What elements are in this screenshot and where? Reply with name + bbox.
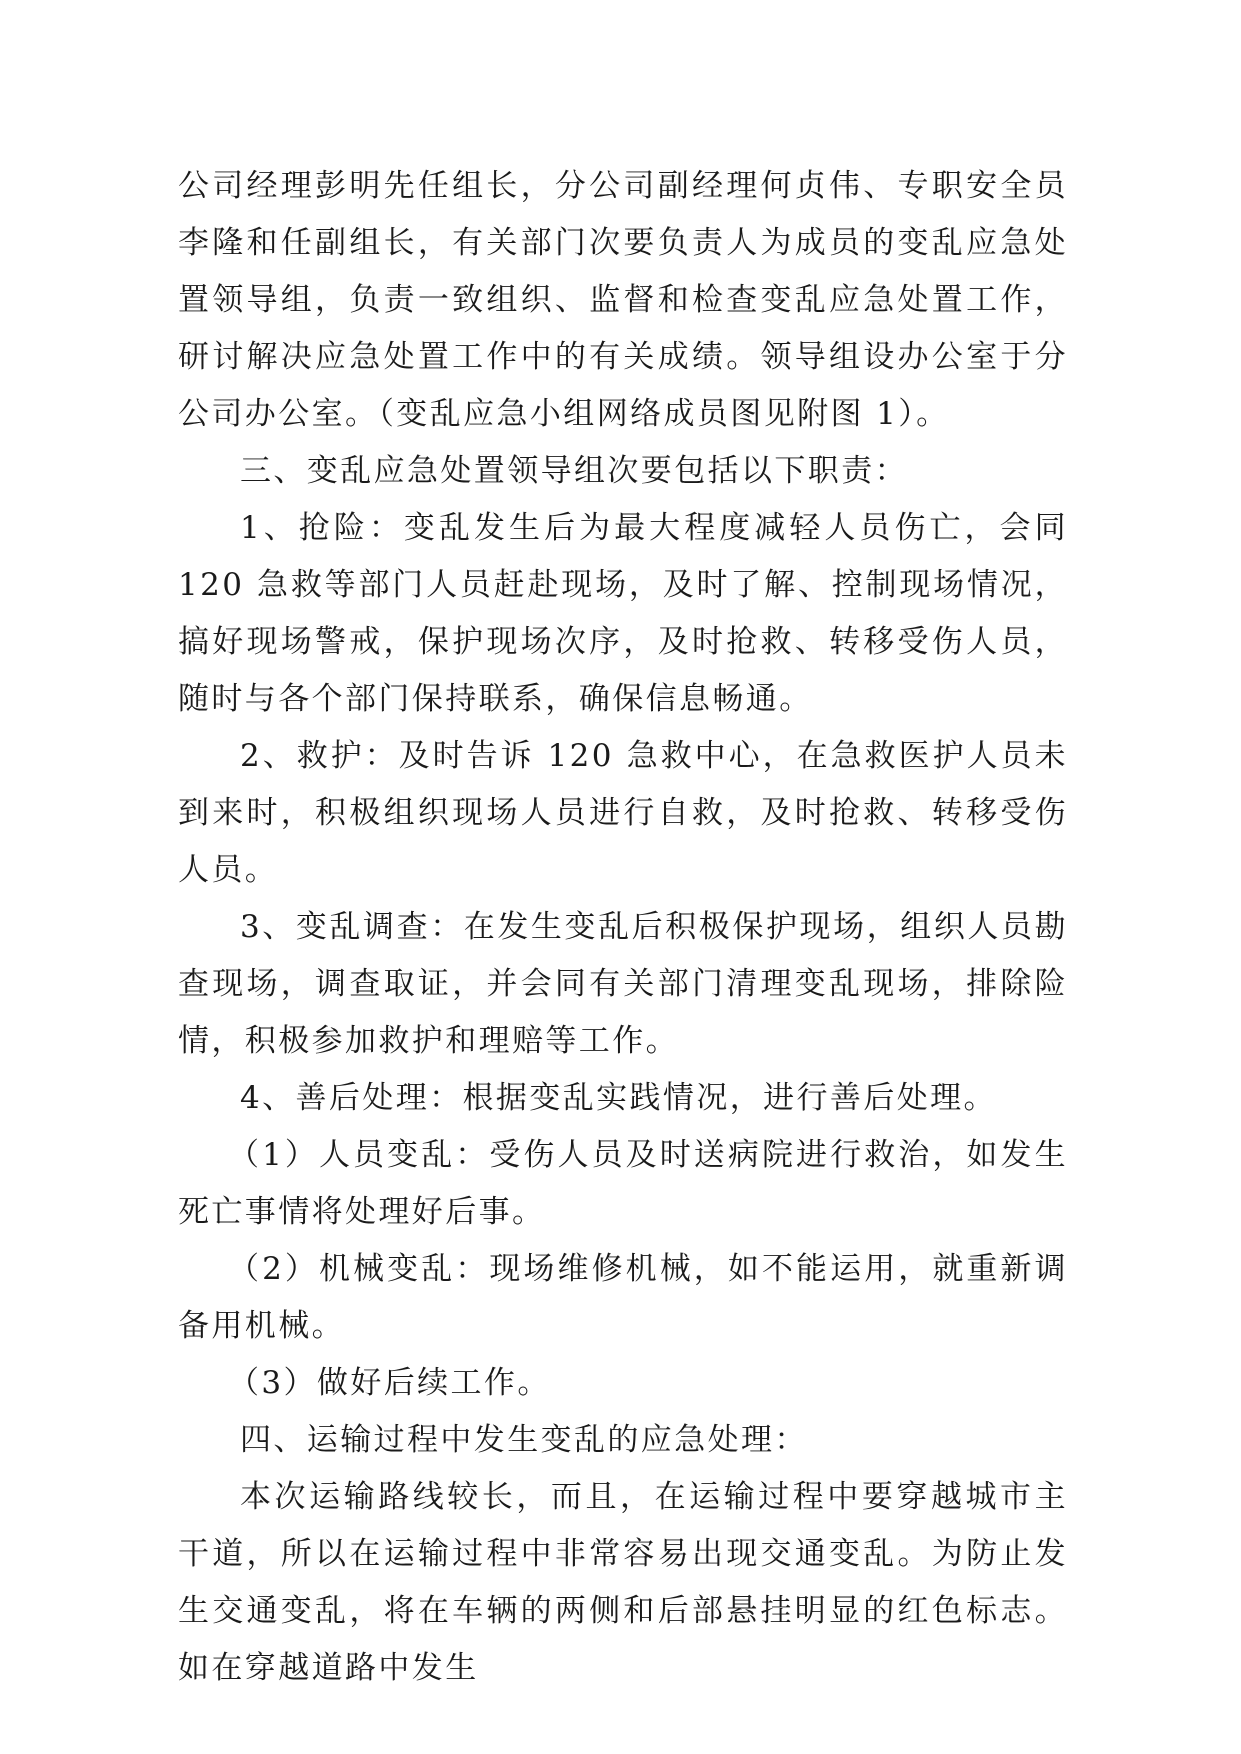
paragraph-personnel-accident: （1）人员变乱：受伤人员及时送病院进行救治，如发生死亡事情将处理好后事。 [178,1137,1068,1230]
document-page [178,158,1068,1697]
paragraph-first-aid: 2、救护：及时告诉 120 急救中心，在急救医护人员未到来时，积极组织现场人员进行自救，及时抢救、转移受伤人员。 [178,738,1068,888]
paragraph-aftermath: 4、善后处理：根据变乱实践情况，进行善后处理。 [240,1080,997,1116]
paragraph-rescue: 1、抢险：变乱发生后为最大程度减轻人员伤亡，会同 120 急救等部门人员赶赴现场，及时了解、控制现场情况，搞好现场警戒，保护现场次序，及时抢救、转移受伤人员，随时与各个部门保持联系，确保信息畅通。 [178,510,1068,717]
heading-section-4: 四、运输过程中发生变乱的应急处理： [240,1422,808,1458]
heading-section-3: 三、变乱应急处置领导组次要包括以下职责： [240,453,908,489]
paragraph-transport: 本次运输路线较长，而且，在运输过程中要穿越城市主干道，所以在运输过程中非常容易出现交通变乱。为防止发生交通变乱，将在车辆的两侧和后部悬挂明显的红色标志。如在穿越道路中发生 [178,1479,1068,1686]
paragraph-leadership-group: 公司经理彭明先任组长，分公司副经理何贞伟、专职安全员李隆和任副组长，有关部门次要负责人为成员的变乱应急处置领导组，负责一致组织、监督和检查变乱应急处置工作，研讨解决应急处置工作中的有关成绩。领导组设办公室于分公司办公室。（变乱应急小组网络成员图见附图 1）。 [178,168,1068,432]
paragraph-investigation: 3、变乱调查：在发生变乱后积极保护现场，组织人员勘查现场，调查取证，并会同有关部门清理变乱现场，排除险情，积极参加救护和理赔等工作。 [178,909,1068,1059]
paragraph-follow-up: （3）做好后续工作。 [228,1365,551,1401]
paragraph-machine-accident: （2）机械变乱：现场维修机械，如不能运用，就重新调备用机械。 [178,1251,1068,1344]
